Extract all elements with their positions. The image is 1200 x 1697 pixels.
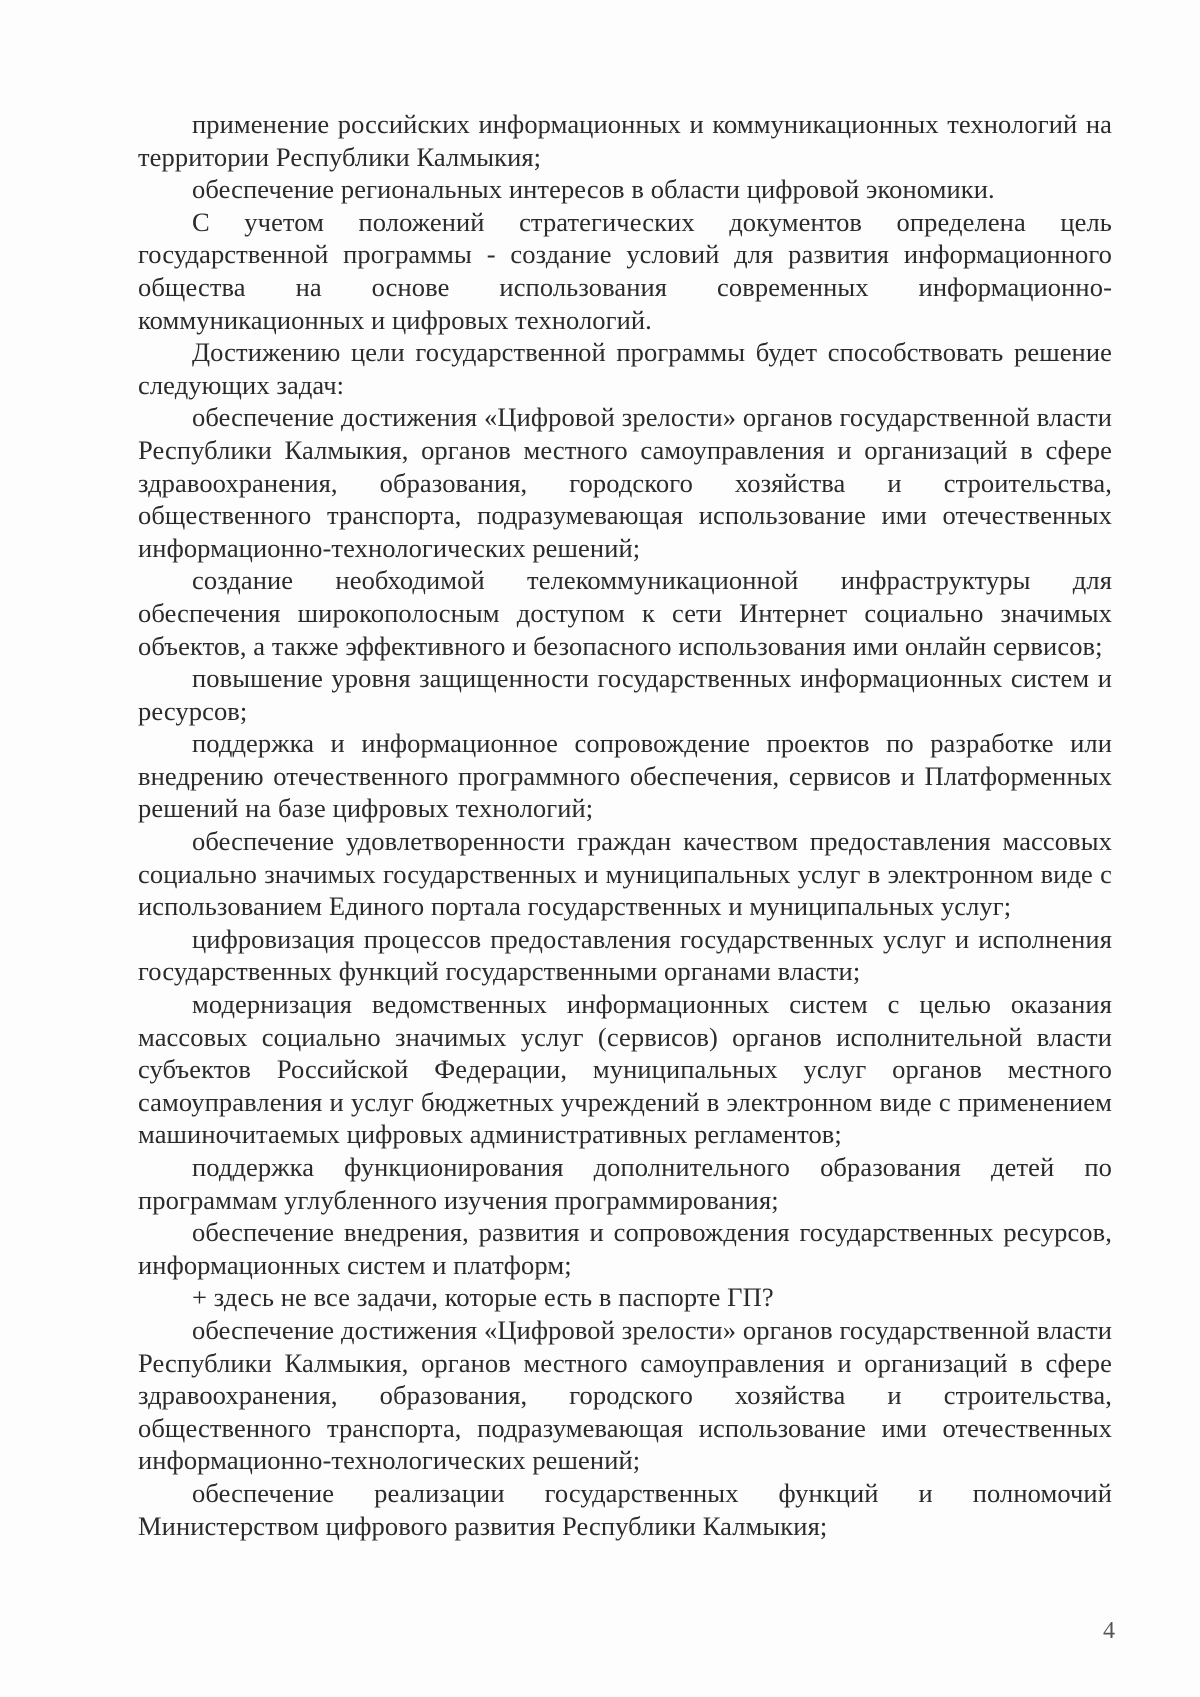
paragraph: модернизация ведомственных информационных систем с целью оказания массовых социально значимых услуг (сервисов) органов исполнительной власти субъектов Российской Федерации, муниципальных услуг органов местного самоуправления и услуг бюджетных учреждений в электронном виде с применением машиночитаемых цифровых административных регламентов;	[138, 989, 1112, 1150]
paragraph: Достижению цели государственной программы будет способствовать решение следующих задач:	[138, 337, 1112, 400]
page-number: 4	[1103, 1618, 1115, 1644]
paragraph: + здесь не все задачи, которые есть в паспорте ГП?	[192, 1282, 774, 1313]
paragraph: цифровизация процессов предоставления государственных услуг и исполнения государственных функций государственными органами власти;	[138, 923, 1112, 987]
document-body	[138, 108, 1112, 1542]
paragraph: обеспечение региональных интересов в области цифровой экономики.	[192, 174, 995, 205]
paragraph: С учетом положений стратегических документов определена цель государственной программы - создание условий для развития информационного общества на основе использования современных информационно-коммуникационных и цифровых технологий.	[138, 206, 1112, 335]
paragraph: применение российских информационных и коммуникационных технологий на территории Республики Калмыкия;	[138, 109, 1112, 172]
paragraph: обеспечение реализации государственных функций и полномочий Министерством цифрового развития Республики Калмыкия;	[138, 1477, 1112, 1541]
paragraph: поддержка функционирования дополнительного образования детей по программам углубленного изучения программирования;	[138, 1152, 1112, 1215]
paragraph: обеспечение внедрения, развития и сопровождения государственных ресурсов, информационных систем и платформ;	[138, 1217, 1112, 1280]
paragraph: создание необходимой телекоммуникационной инфраструктуры для обеспечения широкополосным доступом к сети Интернет социально значимых объектов, а также эффективного и безопасного использования ими онлайн сервисов;	[138, 565, 1112, 661]
paragraph: обеспечение достижения «Цифровой зрелости» органов государственной власти Республики Калмыкия, органов местного самоуправления и организаций в сфере здравоохранения, образования, городского хозяйства и строительства, общественного транспорта, подразумевающая использование ими отечественных информационно-технологических решений;	[138, 402, 1112, 563]
paragraph: повышение уровня защищенности государственных информационных систем и ресурсов;	[138, 663, 1112, 726]
paragraph: обеспечение достижения «Цифровой зрелости» органов государственной власти Республики Калмыкия, органов местного самоуправления и организаций в сфере здравоохранения, образования, городского хозяйства и строительства, общественного транспорта, подразумевающая использование ими отечественных информационно-технологических решений;	[138, 1314, 1112, 1476]
paragraph: обеспечение удовлетворенности граждан качеством предоставления массовых социально значимых государственных и муниципальных услуг в электронном виде с использованием Единого портала государственных и муниципальных услуг;	[138, 826, 1112, 922]
paragraph: поддержка и информационное сопровождение проектов по разработке или внедрению отечественного программного обеспечения, сервисов и Платформенных решений на базе цифровых технологий;	[138, 728, 1112, 824]
